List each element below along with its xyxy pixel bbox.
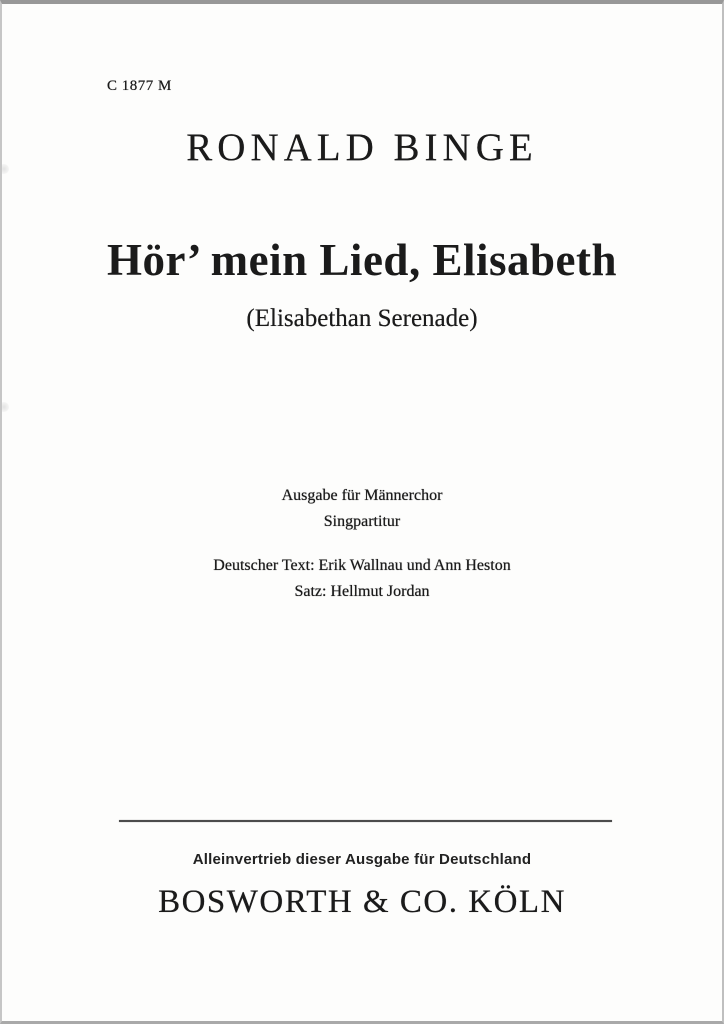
work-subtitle: (Elisabethan Serenade)	[246, 305, 478, 332]
credit-line-lyricists: Deutscher Text: Erik Wallnau und Ann Heston	[213, 557, 511, 574]
credit-line-arranger: Satz: Hellmut Jordan	[294, 583, 430, 600]
work-title: Hör’ mein Lied, Elisabeth	[107, 235, 617, 285]
edition-line-arrangement: Ausgabe für Männerchor	[281, 487, 443, 504]
plate-number: C 1877 M	[107, 78, 172, 94]
edition-line-score-type: Singpartitur	[323, 513, 401, 530]
composer-name: RONALD BINGE	[186, 126, 538, 169]
publisher-imprint: BOSWORTH & CO. KÖLN	[158, 884, 566, 920]
scan-smudge	[0, 402, 9, 412]
horizontal-divider-rule	[119, 820, 612, 822]
distribution-note: Alleinvertrieb dieser Ausgabe für Deutschland	[192, 851, 532, 868]
